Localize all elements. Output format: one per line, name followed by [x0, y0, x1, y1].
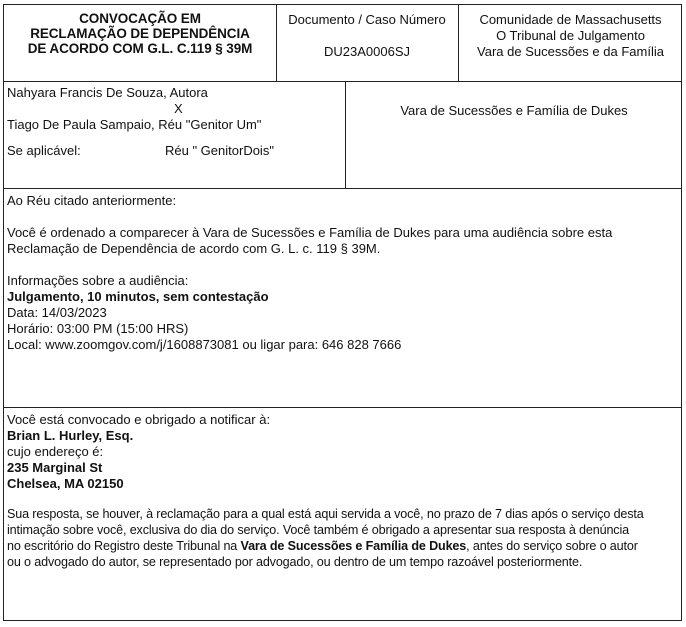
- order-paragraph-line: Você é ordenado a comparecer à Vara de Sucessões e Família de Dukes para uma audiência sobre esta: [7, 225, 613, 240]
- court-reference: Vara de Sucessões e Família de Dukes: [240, 539, 467, 553]
- response-text: no escritório do Registro deste Tribunal na: [7, 539, 241, 553]
- notify-intro: Você está convocado e obrigado a notificar à:: [7, 412, 271, 427]
- case-number: DU23A0006SJ: [324, 44, 410, 59]
- notify-section: [7, 412, 679, 570]
- court-line: Vara de Sucessões e da Família: [477, 44, 664, 59]
- response-paragraph-line: ou o advogado do autor, se representado por advogado, ou dentro de um tempo razoável posteriormente.: [7, 555, 583, 569]
- plaintiff-name: Nahyara Francis De Souza, Autora: [7, 85, 208, 100]
- hearing-type: Julgamento, 10 minutos, sem contestação: [7, 289, 269, 304]
- second-defendant: Réu " GenitorDois": [165, 143, 274, 158]
- form-title: [4, 11, 276, 56]
- order-paragraph-line: Reclamação de Dependência de acordo com G. L. c. 119 § 39M.: [7, 241, 381, 256]
- title-line: CONVOCAÇÃO EM: [79, 11, 201, 26]
- court-box: [458, 12, 683, 60]
- defendant-name: Tiago De Paula Sampaio, Réu "Genitor Um": [7, 117, 262, 132]
- address-city: Chelsea, MA 02150: [7, 476, 124, 491]
- court-name: Vara de Sucessões e Família de Dukes: [400, 103, 628, 118]
- hearing-location: Local: www.zoomgov.com/j/1608873081 ou ligar para: 646 828 7666: [7, 337, 402, 352]
- order-section: [7, 193, 679, 353]
- title-line: DE ACORDO COM G.L. C.119 § 39M: [27, 41, 253, 56]
- versus-mark: X: [174, 101, 183, 116]
- hearing-time: Horário: 03:00 PM (15:00 HRS): [7, 321, 189, 336]
- summons-form: [3, 4, 682, 621]
- parties-box: [7, 85, 342, 159]
- salutation: Ao Réu citado anteriormente:: [7, 193, 177, 208]
- case-number-label: Documento / Caso Número: [288, 12, 446, 27]
- attorney-name: Brian L. Hurley, Esq.: [7, 428, 134, 443]
- hearing-info-label: Informações sobre a audiência:: [7, 273, 189, 288]
- hearing-date: Data: 14/03/2023: [7, 305, 107, 320]
- response-paragraph-line: Sua resposta, se houver, à reclamação para a qual está aqui servida a você, no prazo de 7 dias após o serviço desta: [7, 507, 644, 521]
- if-applicable-label: Se aplicável:: [7, 143, 81, 158]
- address-street: 235 Marginal St: [7, 460, 103, 475]
- response-text: , antes do serviço sobre o autor: [466, 539, 638, 553]
- court-line: O Tribunal de Julgamento: [496, 28, 645, 43]
- court-line: Comunidade de Massachusetts: [479, 12, 662, 27]
- response-paragraph-line: intimação sobre você, exclusiva do dia do serviço. Você também é obrigado a apresentar sua resposta à denúncia: [7, 523, 629, 537]
- response-paragraph-line: [7, 538, 679, 554]
- case-number-box: [276, 12, 458, 60]
- address-label: cujo endereço é:: [7, 444, 104, 459]
- title-line: RECLAMAÇÃO DE DEPENDÊNCIA: [30, 26, 250, 41]
